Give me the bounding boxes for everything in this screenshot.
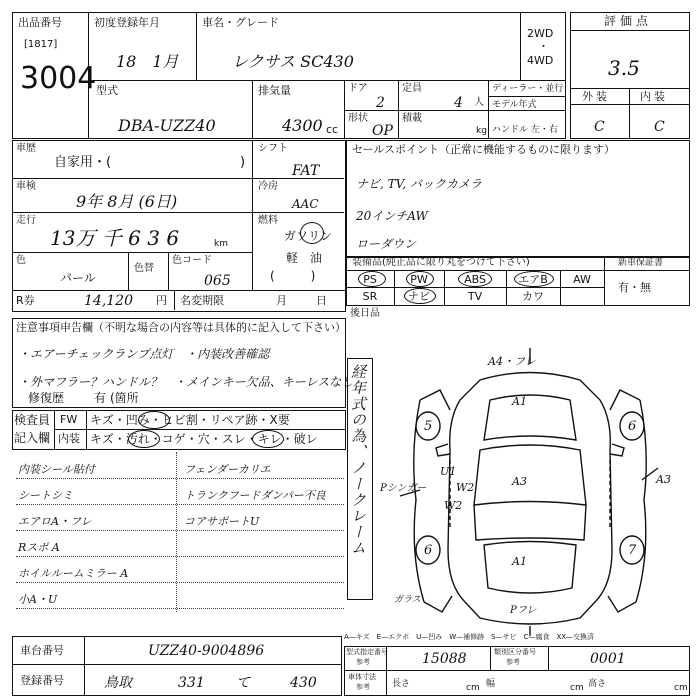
inspector-note-r2: トランクフードダンパー不良: [184, 489, 326, 502]
equip-pw: PW: [410, 273, 428, 286]
equip-ps: PS: [363, 273, 377, 286]
lot-bracket: [1817]: [24, 39, 58, 50]
exterior-value: C: [594, 119, 605, 135]
diag-w2: W2: [456, 481, 475, 494]
inspector-fw-label: FW: [60, 413, 78, 426]
doors-value: 2: [376, 95, 385, 111]
model-designation-value: 15088: [422, 651, 467, 667]
model-designation-label: 型式指定番号: [346, 648, 388, 656]
later-label: 後日品: [350, 308, 380, 319]
fuel-diesel: 軽 油: [286, 251, 323, 265]
notes-title: 注意事項申告欄（不明な場合の内容等は具体的に記入して下さい）: [16, 321, 346, 334]
circle-int-dirt: [128, 430, 160, 448]
recycle-label: R券: [16, 294, 35, 307]
diag-trunk: A1: [512, 555, 527, 568]
chassis-label: 車台番号: [20, 644, 64, 657]
dims-length: 長さ: [392, 679, 411, 689]
wheel-rl: 6: [424, 543, 433, 558]
fuel-circle: [300, 222, 324, 244]
inspector-note-l2: シートシミ: [18, 489, 73, 502]
chassis-value: UZZ40-9004896: [148, 643, 265, 659]
body-label: 形状: [348, 113, 368, 124]
dims-width-unit: cm: [570, 683, 584, 693]
recycle-unit: 円: [156, 294, 167, 307]
model-year-label: モデル年式: [492, 100, 537, 110]
mileage-label: 走行: [16, 215, 36, 226]
drive-4wd: 4WD: [527, 54, 554, 67]
wheel-fl: 5: [424, 419, 433, 434]
type-label: 型式: [96, 84, 118, 97]
load-unit: kg: [476, 126, 487, 136]
capacity-unit: 人: [474, 97, 484, 108]
inspector-fw-items: キズ・凹み・ヒビ割・リペア跡・X要: [90, 413, 290, 427]
history-close: ): [240, 155, 246, 170]
equip-navi: ナビ: [408, 290, 430, 303]
interior-label: 内装: [640, 90, 668, 103]
inspector-note-r3: コアサポートU: [184, 515, 260, 528]
diag-left-fender: Pシンガー: [380, 483, 427, 494]
diag-bottom-mark: ガラス: [394, 595, 421, 605]
diag-u1: U1: [440, 465, 457, 478]
color-code-label: 色コード: [172, 255, 212, 266]
inspector-note-l3: エアロA・フレ: [18, 515, 92, 528]
inspector-note-l1: 内装シール貼付: [18, 463, 95, 476]
repair-value: 有: [94, 391, 107, 405]
dims-length-unit: cm: [466, 683, 480, 693]
color-change-label: 色替: [134, 263, 154, 274]
capacity-label: 定員: [402, 83, 422, 94]
lot-label: 出品番号: [18, 16, 62, 29]
equip-tv: TV: [467, 290, 483, 303]
dims-width: 幅: [486, 679, 496, 689]
sales-point-3: ローダウン: [356, 237, 417, 251]
sales-point-1: ナビ, TV, バックカメラ: [356, 177, 482, 191]
body-value: OP: [372, 123, 393, 139]
diag-roof: A3: [512, 475, 527, 488]
dims-height-unit: cm: [674, 683, 688, 693]
repair-label: 修復歴: [28, 391, 65, 405]
capacity-value: 4: [454, 95, 463, 111]
doors-label: ドア: [348, 83, 368, 94]
model-label: 車名・グレード: [202, 16, 279, 29]
drive-2wd: 2WD: [527, 27, 554, 40]
ac-value: AAC: [292, 197, 319, 211]
inspection-value: 9年 8月 (6日): [76, 192, 178, 211]
inspector-note-l5: ホイルルームミラー A: [18, 567, 129, 580]
category-value: 0001: [590, 651, 626, 667]
damage-legend: A—キズ E—エクボ U—凹み W—補修跡 S—サビ C—腐食 XX—交換済: [344, 633, 595, 641]
drive-sep: ・: [538, 40, 549, 53]
fuel-gasoline: ガソリン: [284, 229, 333, 243]
inspector-label-2: 記入欄: [14, 431, 51, 445]
inspector-interior-items: キズ・汚れ・コゲ・穴・スレ・キレ・破レ: [90, 432, 318, 446]
wheel-rr: 7: [628, 543, 637, 558]
circle-abs: [458, 271, 492, 287]
diag-right-side: A3: [656, 473, 671, 486]
sales-point-2: 20インチAW: [356, 209, 428, 223]
history-label: 車歴: [16, 143, 36, 154]
interior-value: C: [654, 119, 665, 135]
circle-navi: [404, 288, 436, 304]
warranty-value: 有・無: [618, 281, 651, 294]
circle-airbag: [514, 271, 554, 287]
recycle-value: 14,120: [84, 293, 133, 309]
inspector-note-l4: Rスポ A: [18, 541, 60, 554]
equip-airbag: エアB: [518, 273, 548, 286]
ac-label: 冷房: [258, 181, 278, 192]
circle-int-wear: [252, 430, 284, 448]
sales-points-title: セールスポイント（正常に機能するものに限ります）: [352, 143, 616, 156]
diag-rear-bottom: Pフレ: [510, 605, 537, 616]
inspector-note-l6: 小A・U: [18, 593, 58, 606]
lot-number: 3004: [20, 61, 97, 96]
mileage-value: 13万 千 6 3 6: [50, 226, 180, 250]
handle-label: ハンドル 左・右: [492, 125, 558, 135]
load-label: 積載: [402, 113, 422, 124]
model-value: レクサス SC430: [232, 52, 354, 71]
name-change-label: 名変期限: [180, 294, 224, 307]
plate-class: 331: [178, 675, 205, 691]
plate-region: 鳥取: [104, 675, 132, 691]
diag-hood: A1: [512, 395, 527, 408]
equipment-title: 装備品(純正品に限り丸をつけて下さい): [352, 257, 530, 268]
diag-w2b: W2: [444, 499, 463, 512]
exterior-label: 外装: [582, 90, 610, 103]
equip-sr: SR: [362, 290, 378, 303]
category-sub: 参考: [506, 658, 520, 666]
plate-kana: て: [236, 675, 250, 691]
grade-title: 評価点: [604, 14, 653, 28]
fuel-label: 燃料: [258, 215, 278, 226]
history-value: 自家用・(: [54, 155, 112, 170]
dims-label: 車体寸法: [348, 673, 376, 681]
equip-abs: ABS: [464, 273, 486, 286]
category-label: 類別区分番号: [494, 648, 536, 656]
fuel-paren: ( ): [270, 269, 316, 283]
diag-front-top: A4・フレ: [488, 355, 536, 368]
color-label: 色: [16, 255, 26, 266]
dims-height: 高さ: [588, 679, 607, 689]
name-change-day: 日: [316, 294, 327, 307]
dealer-label: ディーラー・並行: [492, 84, 564, 94]
circle-pw: [406, 271, 434, 287]
inspector-interior-label: 内装: [58, 432, 80, 445]
color-value: パール: [60, 271, 96, 285]
plate-label: 登録番号: [20, 674, 64, 687]
displacement-value: 4300: [282, 116, 323, 135]
equip-aw: AW: [573, 273, 591, 286]
plate-number: 430: [290, 675, 317, 691]
model-designation-sub: 参考: [356, 658, 370, 666]
inspector-note-r1: フェンダーカリエ: [184, 463, 271, 476]
color-code-value: 065: [204, 273, 231, 289]
mileage-unit: km: [214, 239, 228, 249]
warranty-label: 新車保証書: [618, 258, 664, 268]
name-change-month: 月: [276, 294, 287, 307]
vertical-note: 経年式の為、ノークレーム: [349, 364, 367, 556]
grade-score: 3.5: [608, 56, 640, 80]
notes-line-2: ・外マフラー？ハンドル？ ・メインキー欠品、キーレスなし: [18, 375, 354, 389]
inspection-label: 車検: [16, 181, 36, 192]
repair-place: (箇所: [110, 391, 139, 405]
type-value: DBA-UZZ40: [118, 116, 216, 135]
displacement-label: 排気量: [258, 84, 291, 97]
first-reg-label: 初度登録年月: [94, 16, 160, 29]
wheel-fr: 6: [628, 419, 637, 434]
equip-leather: カワ: [522, 290, 544, 303]
notes-line-1: ・エアーチェックランプ点灯 ・内装改善確認: [18, 347, 270, 361]
first-reg-value: 18 1月: [116, 52, 179, 71]
dims-sub: 参考: [356, 683, 370, 691]
shift-value: FAT: [292, 163, 320, 179]
circle-ps: [358, 271, 386, 287]
displacement-unit: cc: [326, 123, 339, 136]
inspector-label-1: 検査員: [14, 413, 51, 427]
shift-label: シフト: [258, 143, 288, 154]
circle-fw-dent: [138, 411, 170, 429]
